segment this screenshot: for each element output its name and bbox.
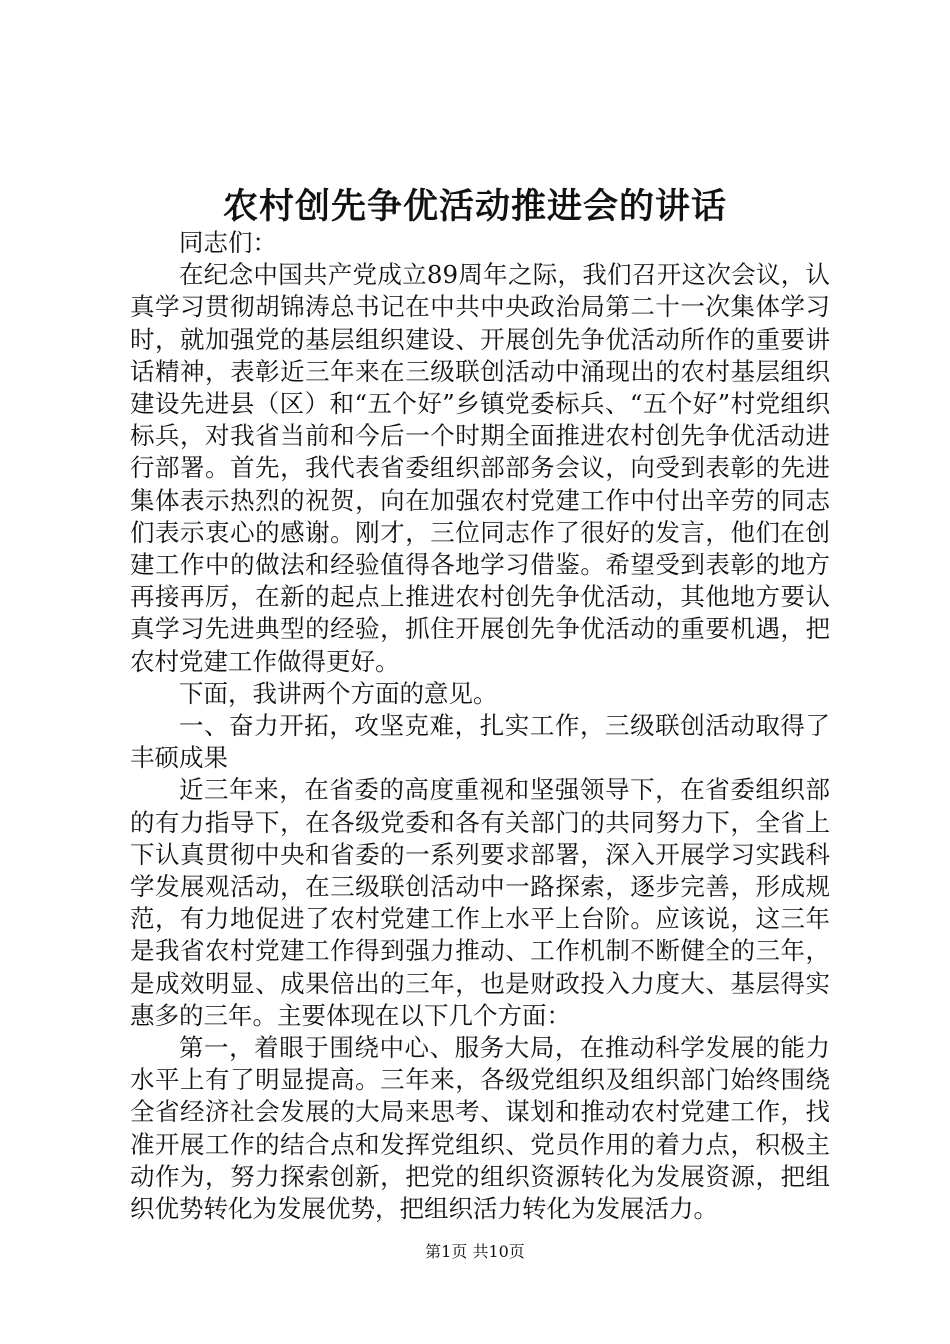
paragraph-opening: 在纪念中国共产党成立89周年之际，我们召开这次会议，认真学习贯彻胡锦涛总书记在中共中央政治局第二十一次集体学习时，就加强党的基层组织建设、开展创先争优活动所作的重要讲话精神，表彰近三年来在三级联创活动中涌现出的农村基层组织建设先进县（区）和“五个好”乡镇党委标兵、“五个好”村党组织标兵，对我省当前和今后一个时期全面推进农村创先争优活动进行部署。首先，我代表省委组织部部务会议，向受到表彰的先进集体表示热烈的祝贺，向在加强农村党建工作中付出辛劳的同志们表示衷心的感谢。刚才，三位同志作了很好的发言，他们在创建工作中的做法和经验值得各地学习借鉴。希望受到表彰的地方再接再厉，在新的起点上推进农村创先争优活动，其他地方要认真学习先进典型的经验，抓住开展创先争优活动的重要机遇，把农村党建工作做得更好。 (130, 260, 830, 676)
paragraph-first-point: 第一，着眼于围绕中心、服务大局，在推动科学发展的能力水平上有了明显提高。三年来，各级党组织及组织部门始终围绕全省经济社会发展的大局来思考、谋划和推动农村党建工作，找准开展工作的结合点和发挥党组织、党员作用的着力点，积极主动作为，努力探索创新，把党的组织资源转化为发展资源，把组织优势转化为发展优势，把组织活力转化为发展活力。 (130, 1033, 830, 1224)
paragraph-salutation: 同志们： (179, 228, 277, 257)
document-title: 农村创先争优活动推进会的讲话 (222, 186, 727, 227)
document-body (130, 227, 830, 1225)
page-number-footer: 第1页 共10页 (425, 1242, 525, 1261)
paragraph-achievements: 近三年来，在省委的高度重视和坚强领导下，在省委组织部的有力指导下，在各级党委和各有关部门的共同努力下，全省上下认真贯彻中央和省委的一系列要求部署，深入开展学习实践科学发展观活动，在三级联创活动中一路探索，逐步完善，形成规范，有力地促进了农村党建工作上水平上台阶。应该说，这三年是我省农村党建工作得到强力推动、工作机制不断健全的三年，是成效明显、成果倍出的三年，也是财政投入力度大、基层得实惠多的三年。主要体现在以下几个方面： (130, 775, 830, 1030)
section-heading-1: 一、奋力开拓，攻坚克难，扎实工作，三级联创活动取得了丰硕成果 (130, 711, 830, 773)
paragraph-intro: 下面，我讲两个方面的意见。 (179, 678, 498, 708)
